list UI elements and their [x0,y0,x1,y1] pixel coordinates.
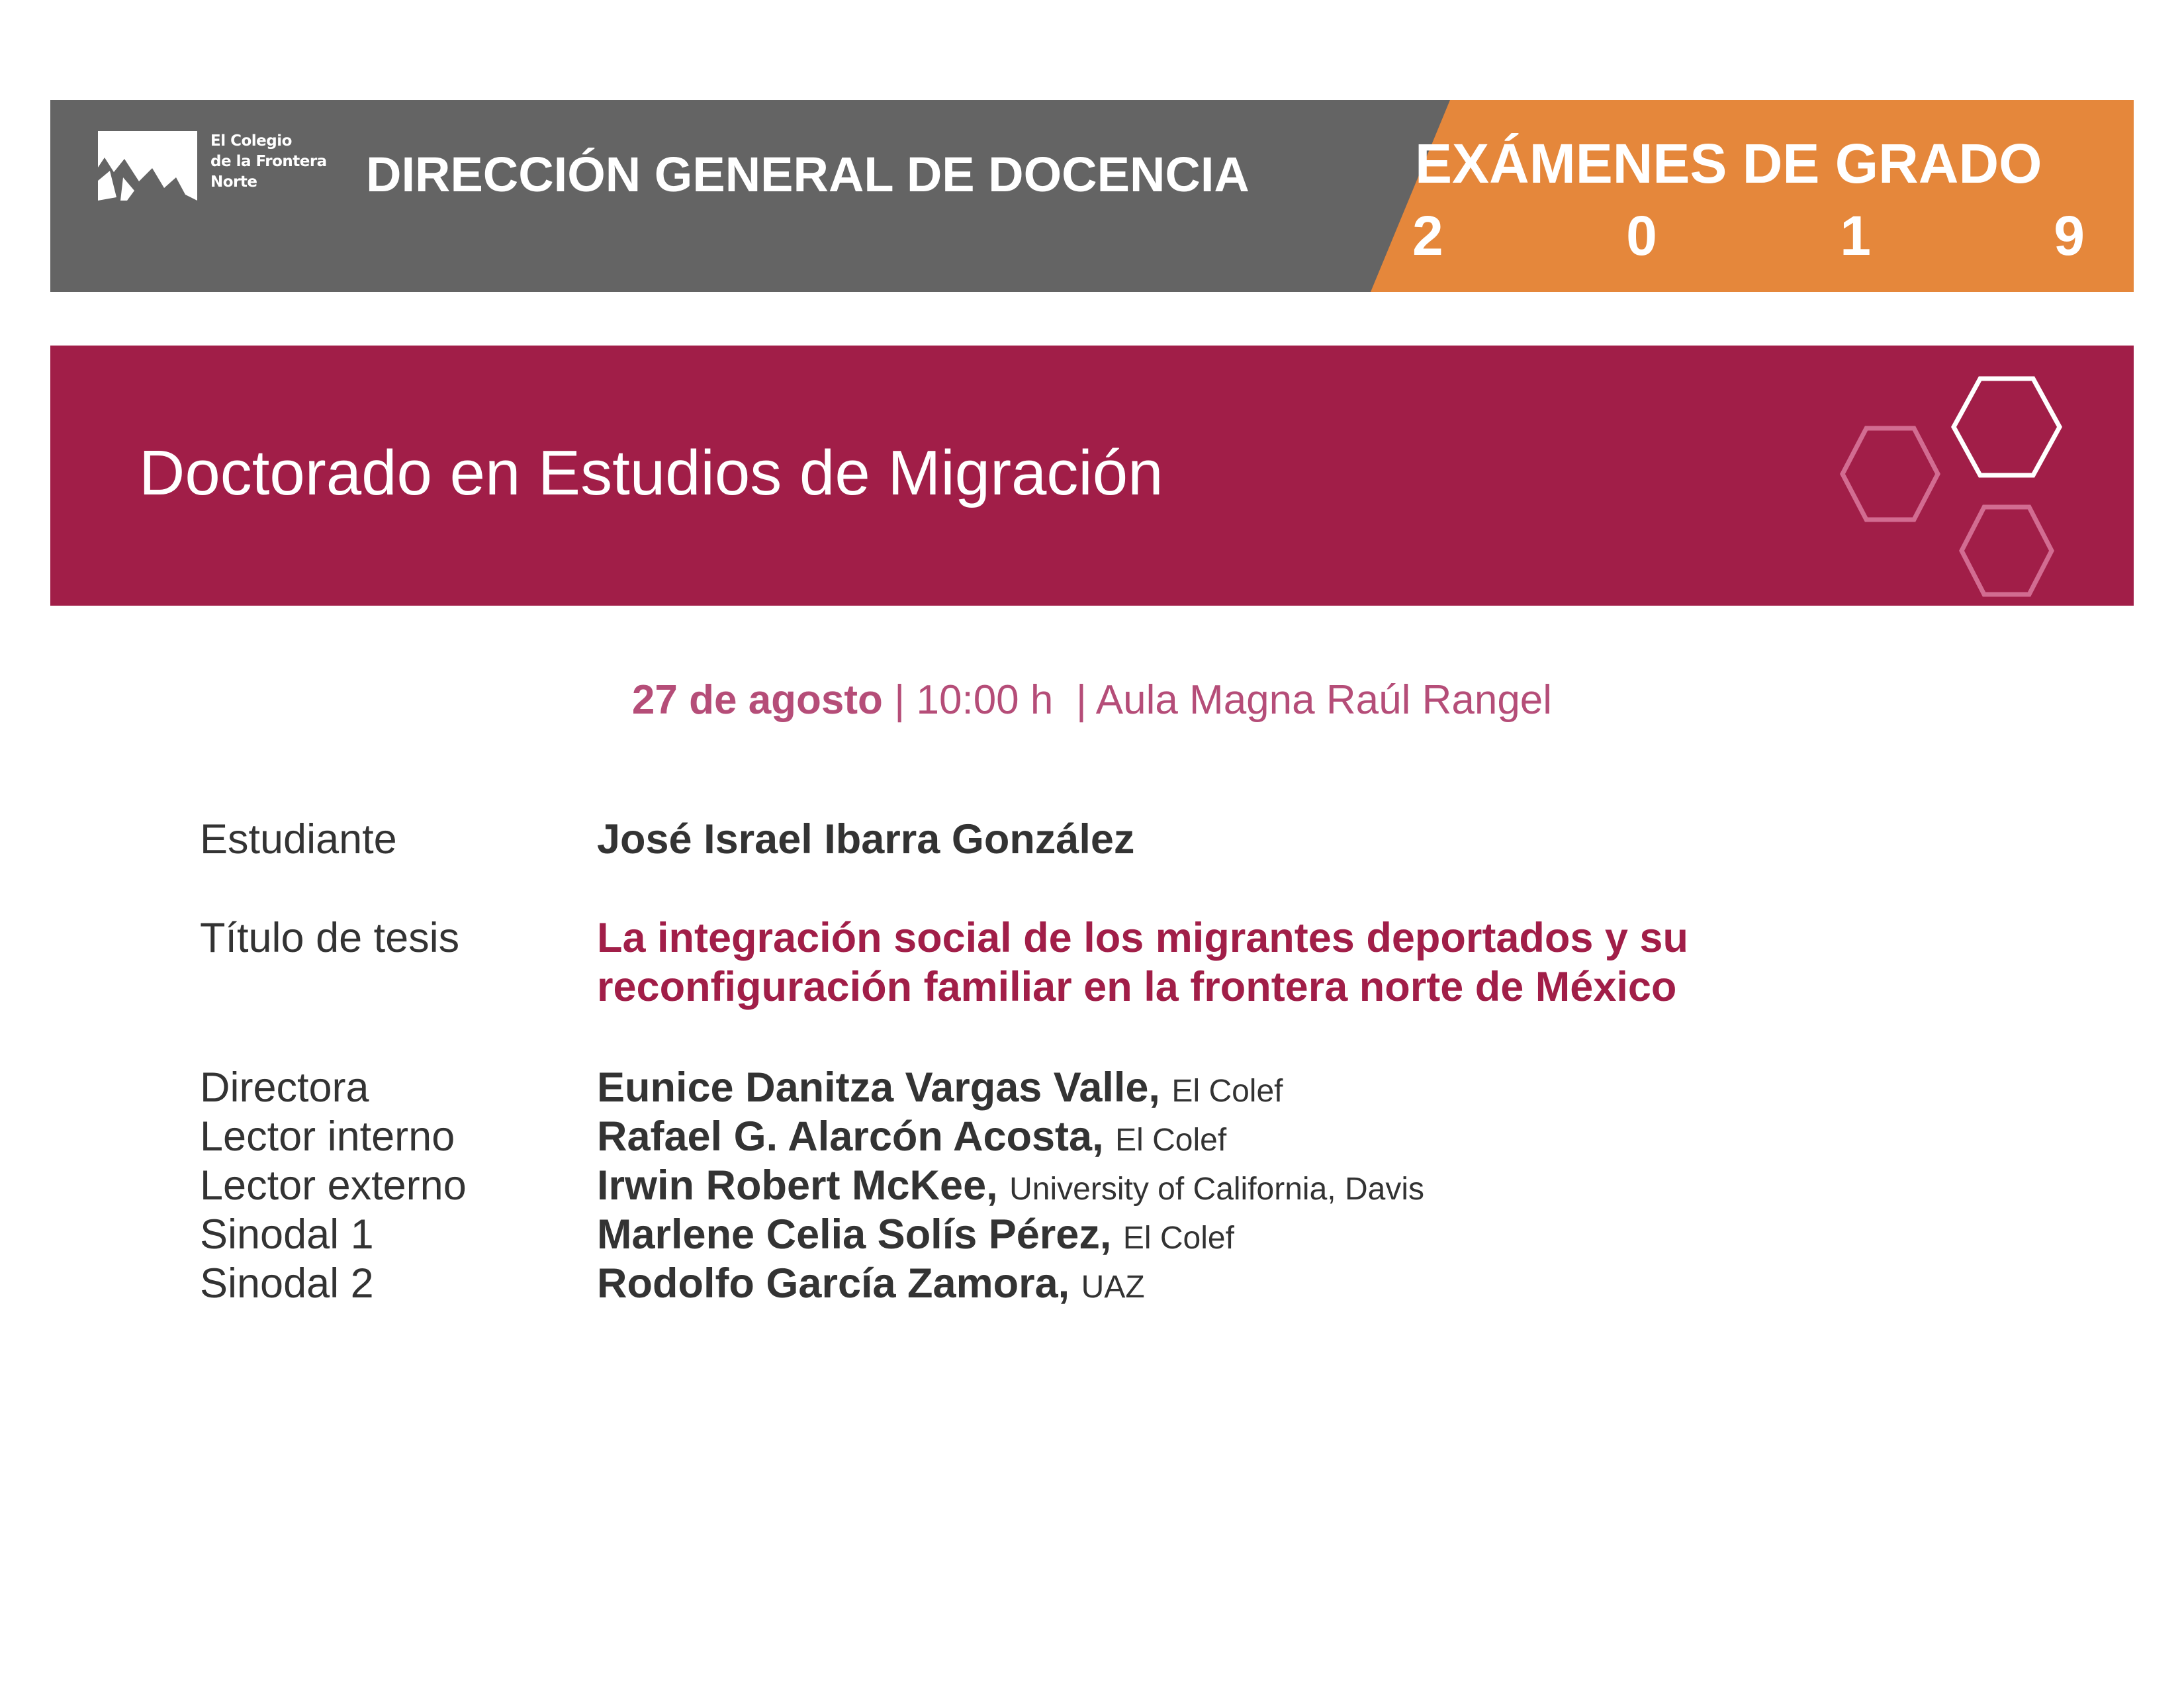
member-institution: UAZ [1081,1270,1145,1305]
logo-line: de la Frontera [210,153,327,170]
thesis-label: Título de tesis [200,915,460,961]
member-institution: El Colef [1115,1123,1227,1158]
member-institution: El Colef [1122,1221,1234,1256]
committee-member [597,1210,1234,1263]
member-name: Rafael G. Alarcón Acosta, [597,1113,1104,1160]
committee-member [597,1259,1145,1312]
hexagon-pink-bottom-icon [1962,507,2052,594]
hexagons-decoration-icon [1791,359,2069,606]
student-name-text: José Israel Ibarra González [597,816,1135,863]
event-place: Aula Magna Raúl Rangel [1095,677,1553,723]
year-digit: 9 [2054,205,2085,267]
program-title: Doctorado en Estudios de Migración [139,438,1163,508]
year [1412,206,2085,265]
thesis-title-line-2: reconfiguración familiar en la frontera norte de México [597,964,1677,1010]
committee-role: Sinodal 1 [200,1211,374,1258]
department-title: DIRECCIÓN GENERAL DE DOCENCIA [366,147,1250,202]
thesis-title-line-1: La integración social de los migrantes deportados y su [597,915,1688,961]
member-name: Rodolfo García Zamora, [597,1260,1070,1307]
logo-line: El Colegio [210,132,292,150]
committee-role: Lector externo [200,1162,467,1209]
header-bar [50,100,2134,292]
event-date: 27 de agosto [631,677,883,723]
mountain-logo-icon [98,131,204,204]
member-institution: El Colef [1171,1074,1283,1109]
logo-line: Norte [210,173,257,191]
year-digit: 0 [1626,205,1657,267]
hexagon-white-icon [1954,379,2060,475]
committee-role: Sinodal 2 [200,1260,374,1307]
year-digit: 2 [1412,205,1443,267]
year-digit: 1 [1840,205,1871,267]
committee-member [597,1112,1226,1165]
student-name [597,815,1134,864]
separator: | [1075,677,1087,723]
committee-role: Lector interno [200,1113,455,1160]
committee-role: Directora [200,1064,369,1111]
separator: | [894,677,905,723]
committee-member [597,1161,1424,1214]
hexagon-pink-left-icon [1843,428,1938,520]
member-name: Eunice Danitza Vargas Valle, [597,1064,1160,1111]
exams-title: EXÁMENES DE GRADO [1415,132,2042,195]
member-name: Marlene Celia Solís Pérez, [597,1211,1112,1258]
member-institution: University of California, Davis [1009,1172,1424,1207]
colef-logo [98,131,336,217]
member-name: Irwin Robert McKee, [597,1162,998,1209]
program-banner [50,346,2134,606]
event-datetime [0,674,2184,727]
student-label: Estudiante [200,816,397,863]
logo-text [210,131,327,193]
event-time: 10:00 h [916,677,1054,723]
committee-member [597,1063,1283,1116]
